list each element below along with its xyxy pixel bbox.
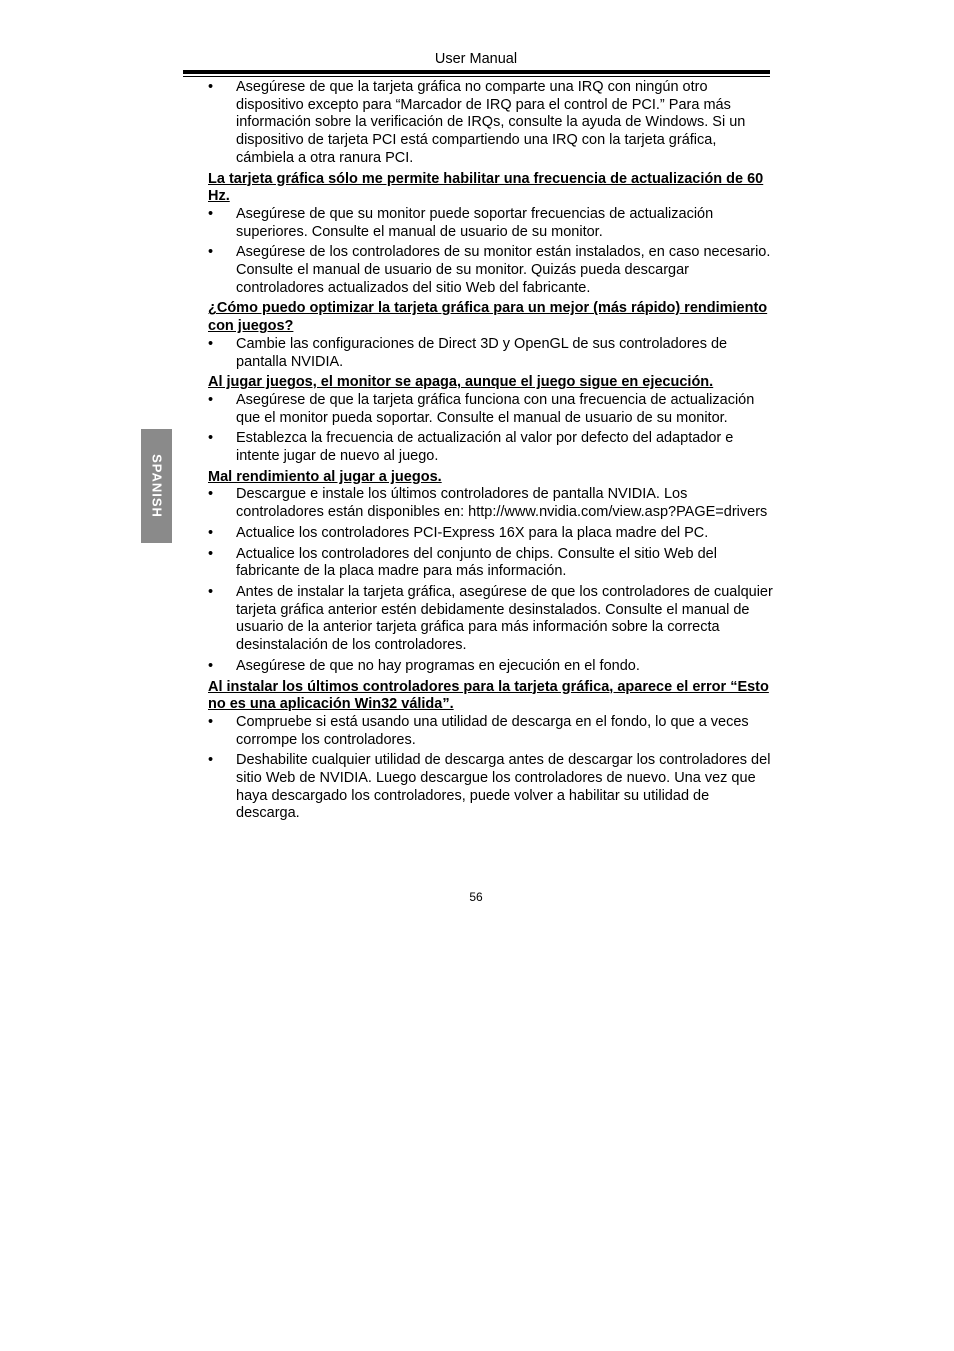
page-number: 56 bbox=[469, 890, 483, 904]
list-item-text: Actualice los controladores del conjunto de chips. Consulte el sitio Web del fabricante de la placa madre para más información. bbox=[236, 545, 717, 580]
bullet-icon: • bbox=[208, 545, 214, 562]
list-item bbox=[208, 79, 774, 168]
bullet-icon: • bbox=[208, 430, 214, 447]
list-item bbox=[208, 206, 774, 241]
list-item bbox=[208, 584, 774, 655]
list-item bbox=[208, 714, 774, 749]
list-item-text: Establezca la frecuencia de actualización al valor por defecto del adaptador e intente jugar de nuevo al juego. bbox=[236, 430, 734, 465]
list-item-text: Antes de instalar la tarjeta gráfica, asegúrese de que los controladores de cualquier tarjeta gráfica anterior estén debidamente desinstalados. Consulte el manual de usuario de la anterior tarjeta gráfica para más información sobre la correcta desinstalación de los controladores. bbox=[236, 583, 773, 654]
bullet-icon: • bbox=[208, 713, 214, 730]
page-header-title: User Manual bbox=[434, 51, 518, 67]
bullet-list bbox=[208, 486, 774, 675]
list-item-text: Compruebe si está usando una utilidad de descarga en el fondo, lo que a veces corrompe los controladores. bbox=[236, 713, 749, 748]
bullet-list bbox=[208, 714, 774, 823]
bullet-icon: • bbox=[208, 486, 214, 503]
bullet-icon: • bbox=[208, 752, 214, 769]
list-item-text: Asegúrese de que no hay programas en ejecución en el fondo. bbox=[236, 657, 640, 674]
bullet-icon: • bbox=[208, 335, 214, 352]
bullet-icon: • bbox=[208, 524, 214, 541]
section-heading: ¿Cómo puedo optimizar la tarjeta gráfica para un mejor (más rápido) rendimiento con juegos? bbox=[208, 300, 768, 335]
list-item bbox=[208, 486, 774, 521]
page-body bbox=[208, 79, 774, 826]
list-item bbox=[208, 336, 774, 371]
list-item bbox=[208, 658, 774, 676]
header-rule-thin bbox=[183, 76, 770, 77]
bullet-icon: • bbox=[208, 244, 214, 261]
list-item-text: Deshabilite cualquier utilidad de descarga antes de descargar los controladores del sitio Web de NVIDIA. Luego descargue los controladores de nuevo. Una vez que haya descargado los controladores, puede volver a habilitar su utilidad de descarga. bbox=[236, 752, 771, 822]
bullet-list bbox=[208, 392, 774, 466]
bullet-list bbox=[208, 206, 774, 298]
section-heading: Mal rendimiento al jugar a juegos. bbox=[208, 468, 442, 485]
bullet-icon: • bbox=[208, 583, 214, 600]
list-item bbox=[208, 525, 774, 543]
section-heading: Al jugar juegos, el monitor se apaga, aunque el juego sigue en ejecución. bbox=[208, 374, 714, 391]
header-rule-thick bbox=[183, 70, 770, 74]
list-item-text: Asegúrese de los controladores de su monitor están instalados, en caso necesario. Consulte el manual de usuario de su monitor. Quizás pueda descargar controladores actualizados del sitio Web del fabricante. bbox=[236, 244, 771, 296]
list-item bbox=[208, 244, 774, 297]
section-heading: Al instalar los últimos controladores para la tarjeta gráfica, aparece el error “Esto no es una aplicación Win32 válida”. bbox=[208, 678, 769, 713]
list-item-text: Asegúrese de que la tarjeta gráfica no comparte una IRQ con ningún otro dispositivo excepto para “Marcador de IRQ para el control de PCI.” Para más información sobre la verificación de IRQs, consulte la ayuda de Windows. Si un dispositivo de tarjeta PCI está compartiendo una IRQ con la tarjeta gráfica, cámbiela a otra ranura PCI. bbox=[236, 79, 746, 166]
list-item-text: Actualice los controladores PCI-Express 16X para la placa madre del PC. bbox=[236, 524, 709, 541]
bullet-list bbox=[208, 79, 774, 168]
list-item bbox=[208, 430, 774, 465]
list-item bbox=[208, 546, 774, 581]
language-side-tab bbox=[141, 429, 172, 543]
bullet-icon: • bbox=[208, 79, 214, 95]
list-item-text: Descargue e instale los últimos controladores de pantalla NVIDIA. Los controladores están disponibles en: http://www.nvidia.com/view.asp?PAGE=drivers bbox=[236, 486, 768, 521]
list-item-text: Asegúrese de que su monitor puede soportar frecuencias de actualización superiores. Consulte el manual de usuario de su monitor. bbox=[236, 205, 714, 240]
list-item-text: Asegúrese de que la tarjeta gráfica funciona con una frecuencia de actualización que el monitor pueda soportar. Consulte el manual de usuario de su monitor. bbox=[236, 391, 755, 426]
bullet-list bbox=[208, 336, 774, 371]
list-item bbox=[208, 752, 774, 823]
list-item bbox=[208, 392, 774, 427]
bullet-icon: • bbox=[208, 205, 214, 222]
list-item-text: Cambie las configuraciones de Direct 3D y OpenGL de sus controladores de pantalla NVIDIA. bbox=[236, 335, 728, 370]
language-side-tab-label: SPANISH bbox=[149, 454, 164, 518]
bullet-icon: • bbox=[208, 657, 214, 674]
bullet-icon: • bbox=[208, 391, 214, 408]
section-heading: La tarjeta gráfica sólo me permite habilitar una frecuencia de actualización de 60 Hz. bbox=[208, 170, 764, 205]
